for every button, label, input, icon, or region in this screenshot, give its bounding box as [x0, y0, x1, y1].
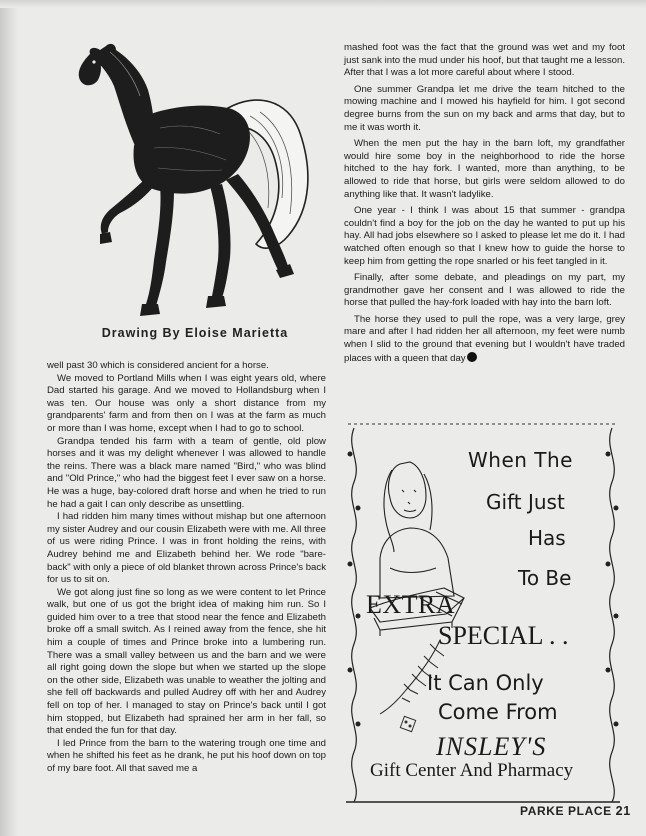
paragraph: Finally, after some debate, and pleadings on my part, my grandmother gave her consent and I was allowed to ride the horse that pulled the hay-fork loaded with hay into the barn loft. — [344, 272, 625, 309]
ad-special-text: SPECIAL . . — [438, 621, 569, 650]
insleys-advertisement — [340, 418, 626, 806]
ad-business-subtitle: Gift Center And Pharmacy — [370, 760, 574, 781]
paragraph: I led Prince from the barn to the watering trough one time and when he shifted his feet as he drank, he put his hoof down on top of my bare foot. All that saved me a — [47, 737, 326, 774]
ad-headline-line3: Has — [528, 526, 566, 550]
paragraph: well past 30 which is considered ancient for a horse. — [47, 360, 269, 371]
ad-only-text: It Can Only — [427, 671, 544, 695]
paragraph-text: The horse they used to pull the rope, was a very large, grey mare and after I had ridden her all afternoon, my feet were numb when I slid to the ground that evening but I wouldn't have traded places with a queen that day — [344, 313, 625, 364]
illustration-caption: Drawing By Eloise Marietta — [101, 326, 289, 340]
paragraph: We got along just fine so long as we were content to let Prince walk, but one of us got the bright idea of making him run. So I guided him over to a tree that stood near the fence and Elizabeth broke off a small switch. As I reined away from the fence, she hit him a couple of times and Prince broke into a lumbering run. There was a small valley between us and the barn and we were all right going down the slope but when we started up the slope on the other side, Elizabeth was unable to weather the jolting and she fell off backwards and pulled Audrey off with her and Audrey fell on top of her. I managed to stay on Prince's back until I got him stopped, but Elizabeth had sprained her arm in her fall, so that ended the fun for that day. — [47, 586, 326, 737]
paragraph: When the men put the hay in the barn loft, my grandfather would hire some boy in the neighborhood to ride the horse hitched to the hay fork. I wanted, more than anything, to be allowed to ride that horse, but girls were seldom allowed to do anything like that. It wasn't ladylike. — [344, 138, 625, 200]
article-column-left — [47, 360, 326, 776]
page-shadow-left — [0, 0, 18, 836]
ad-headline-line2: Gift Just — [486, 490, 565, 514]
ad-headline-line4: To Be — [518, 566, 572, 590]
ad-headline-line1: When The — [468, 448, 573, 472]
article-column-right — [344, 42, 625, 369]
ad-business-name: INSLEY'S — [436, 732, 547, 761]
page-footer — [520, 804, 631, 818]
paragraph: We moved to Portland Mills when I was eight years old, where Dad started his garage. And we moved to Hollandsburg when I was ten. Our house was only a short distance from my grandparents' farm and from then on I was at the farm as much or more than I was home, except when I had to go to school. — [47, 372, 326, 434]
paragraph: mashed foot was the fact that the ground was wet and my foot just sank into the mud under his hoof, but that taught me a lesson. After that I was a lot more careful about where I stood. — [344, 42, 625, 79]
ad-extra-text: EXTRA — [366, 590, 456, 619]
horse-illustration — [50, 38, 330, 328]
paragraph-last — [344, 314, 625, 365]
magazine-name: PARKE PLACE — [520, 804, 612, 818]
ad-from-text: Come From — [438, 700, 558, 724]
paragraph: One summer Grandpa let me drive the team hitched to the mowing machine and I mowed his hayfield for him. I got second degree burns from the sun on my back and arms that day, but to me it was worth it. — [344, 83, 625, 133]
page-number: 21 — [615, 804, 631, 818]
paragraph: One year - I think I was about 15 that summer - grandpa couldn't find a boy for the job on the day he wanted to put up his hay. All had jobs elsewhere so I asked to please let me do it. I had watched often enough so that I knew how to guide the horse to keep him from getting the rope snarled or his feet tangled in it. — [344, 205, 625, 267]
end-mark-icon — [467, 352, 477, 362]
paragraph: I had ridden him many times without mishap but one afternoon my sister Audrey and our cousin Elizabeth were with me. All three of us were riding Prince. I was in front holding the reins, with Audrey behind me and Elizabeth behind her. We rode "bare-back" with only a piece of old blanket thrown across Prince's back for us to sit on. — [47, 511, 326, 586]
paragraph: Grandpa tended his farm with a team of gentle, old plow horses and it was my delight whenever I was allowed to handle the reins. There was a black mare named "Bird," who was blind and "Old Prince," who had the biggest feet I ever saw on a horse. He was a huge, bay-colored draft horse and when he tried to run he had a gait I can only describe as unsettling. — [47, 435, 326, 510]
page-shadow-top — [0, 0, 646, 8]
